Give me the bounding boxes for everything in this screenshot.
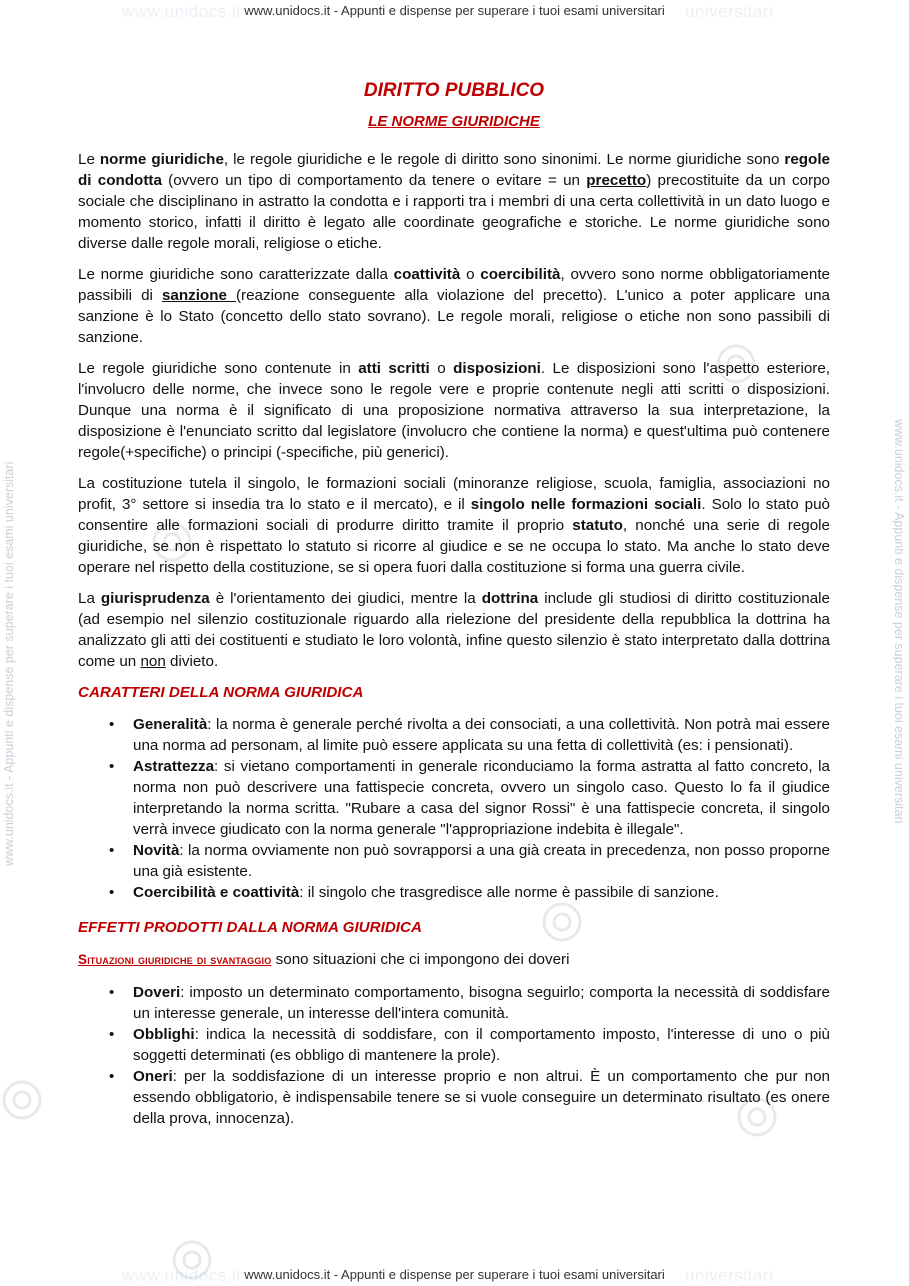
bullet-icon: •	[109, 716, 115, 733]
document-subtitle: LE NORME GIURIDICHE	[368, 113, 540, 130]
paragraph-giurisprudenza: La giurisprudenza è l'orientamento dei giudici, mentre la dottrina include gli studiosi di diritto costituzionale (ad esempio nel silenzio costituzionale riguardo alla rielezione del presidente della repubblica la dottrina ha analizzato gli atti dei costituenti e studiato le loro volontà, infine questo silenzio è stato interpretato dalla dottrina come un non divieto.	[78, 590, 830, 670]
unidocs-logo-icon	[0, 1078, 44, 1122]
bullet-icon: •	[109, 1068, 115, 1085]
subheading-svantaggio: Situazioni giuridiche di svantaggio	[78, 952, 272, 967]
side-watermark-right: www.unidocs.it - Appunti e dispense per superare i tuoi esami universitari	[892, 419, 906, 824]
faint-watermark-bottom-right: universitari	[685, 1266, 774, 1285]
list-item: • Coercibilità e coattività: il singolo che trasgredisce alle norme è passibile di sanzione.	[109, 884, 719, 901]
caratteri-list	[78, 714, 830, 903]
effetti-list	[78, 982, 830, 1129]
list-item: • Obblighi: indica la necessità di soddisfare, con il comportamento imposto, l'interesse di uno o più soggetti determinati (es obbligo di mantenere la prole).	[109, 1026, 830, 1064]
faint-watermark-top-left: www.unidocs.it	[122, 2, 242, 21]
list-item: • Doveri: imposto un determinato comportamento, bisogna seguirlo; comporta la necessità di soddisfare un interesse generale, un interesse dell'intera comunità.	[109, 984, 830, 1022]
document-body	[78, 78, 830, 1139]
paragraph-norme-giuridiche: Le norme giuridiche, le regole giuridiche e le regole di diritto sono sinonimi. Le norme giuridiche sono regole di condotta (ovvero un tipo di comportamento da tenere o evitare = un precetto) precostituite da un corpo sociale che disciplinano in astratto la condotta e i rapporti tra i membri di una certa collettività in un dato luogo e momento storico, infatti il diritto è legato alle coordinate geografiche e storiche. Le norme giuridiche sono diverse dalle regole morali, religiose o etiche.	[78, 151, 830, 252]
faint-watermark-bottom-left: www.unidocs.it	[122, 1266, 242, 1285]
header-watermark: www.unidocs.it - Appunti e dispense per superare i tuoi esami universitari	[244, 3, 665, 18]
paragraph-coattivita: Le norme giuridiche sono caratterizzate dalla coattività o coercibilità, ovvero sono norme obbligatoriamente passibili di sanzione (reazione conseguente alla violazione del precetto). L'unico a poter applicare una sanzione è lo Stato (concetto dello stato sovrano). Le regole morali, religiose o etiche non sono passibili di sanzione.	[78, 266, 830, 346]
paragraph-svantaggio: Situazioni giuridiche di svantaggio sono situazioni che ci impongono dei doveri	[78, 951, 570, 968]
section-heading-caratteri: CARATTERI DELLA NORMA GIURIDICA	[78, 684, 364, 701]
section-heading-effetti: EFFETTI PRODOTTI DALLA NORMA GIURIDICA	[78, 919, 422, 936]
list-item: • Novità: la norma ovviamente non può sovrapporsi a una già creata in precedenza, non posso proporne una già esistente.	[109, 842, 830, 880]
list-item: • Oneri: per la soddisfazione di un interesse proprio e non altrui. È un comportamento che pur non essendo obbligatorio, è indispensabile tenere se si vuole conseguire un determinato risultato (es onere della prova, innocenza).	[109, 1068, 830, 1127]
paragraph-costituzione: La costituzione tutela il singolo, le formazioni sociali (minoranze religiose, scuola, famiglia, associazioni no profit, 3° settore si insedia tra lo stato e il mercato), e il singolo nelle formazioni sociali. Solo lo stato può consentire alle formazioni sociali di produrre diritto tramite il proprio statuto, nonché una serie di regole giuridiche, se non è rispettato lo statuto si ricorre al giudice e se ne occupa lo stato. Ma anche lo stato deve operare nel rispetto della costituzione, se si opera fuori dalla costituzione si forma una guerra civile.	[78, 475, 830, 576]
unidocs-logo-icon	[170, 1238, 214, 1282]
bullet-icon: •	[109, 984, 115, 1001]
footer-watermark: www.unidocs.it - Appunti e dispense per superare i tuoi esami universitari	[244, 1267, 665, 1282]
bullet-icon: •	[109, 758, 115, 775]
bullet-icon: •	[109, 884, 115, 901]
faint-watermark-top-right: universitari	[685, 2, 774, 21]
list-item: • Generalità: la norma è generale perché rivolta a dei consociati, a una collettività. Non potrà mai essere una norma ad personam, al limite può essere applicata su una fetta di collettività (es: i pensionati).	[109, 716, 830, 754]
side-watermark-left: www.unidocs.it - Appunti e dispense per superare i tuoi esami universitari	[2, 461, 16, 866]
paragraph-disposizioni: Le regole giuridiche sono contenute in atti scritti o disposizioni. Le disposizioni sono l'aspetto esteriore, l'involucro delle norme, che invece sono le regole vere e proprie contenute negli atti scritti o disposizioni. Dunque una norma è il significato di una proposizione normativa attraverso la sua interpretazione, la disposizione è l'enunciato scritto dal legislatore (involucro che contiene la norma) e quest'ultima può contenere regole(+specifiche) o principi (-specifiche, più generici).	[78, 360, 831, 461]
bullet-icon: •	[109, 842, 115, 859]
document-title: DIRITTO PUBBLICO	[363, 80, 545, 101]
bullet-icon: •	[109, 1026, 115, 1043]
list-item: • Astrattezza: si vietano comportamenti in generale riconduciamo la forma astratta al fatto concreto, la norma non può descrivere una fattispecie concreta, ovvero un singolo caso. Questo lo fa il giudice interpretando la norma scritta. "Rubare a casa del signor Rossi" è una fattispecie concreta, il singolo verrà invece giudicato con la norma generale "l'appropriazione indebita è illegale".	[109, 758, 830, 838]
